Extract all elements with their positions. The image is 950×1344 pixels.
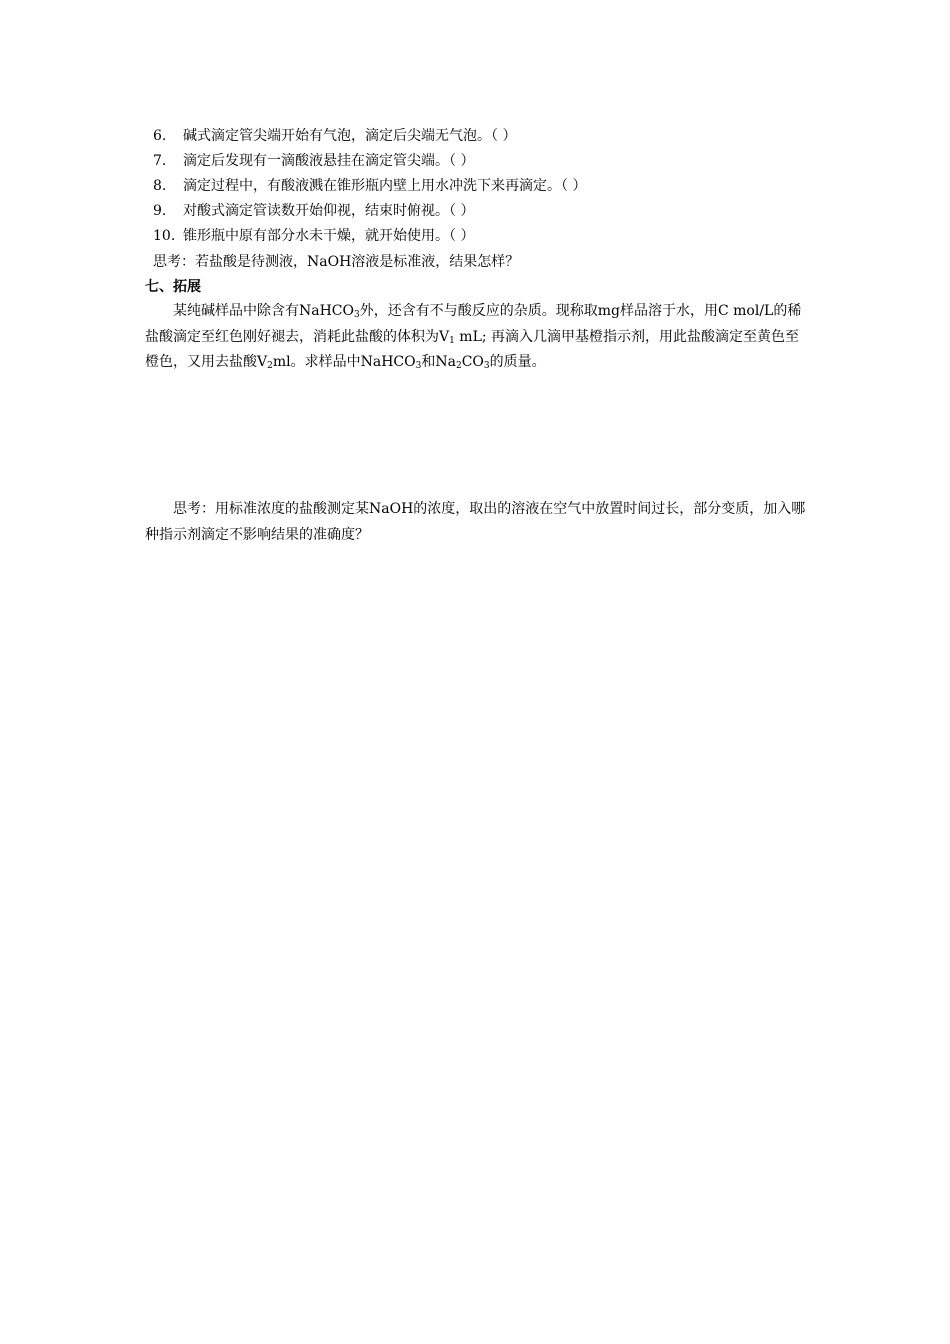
question-number: 10. (153, 228, 176, 244)
subscript: 2 (455, 361, 462, 371)
question-text: 对酸式滴定管读数开始仰视，结束时俯视。（ ） (183, 203, 475, 219)
problem-text: 的质量。 (489, 354, 546, 370)
subscript: 3 (354, 310, 360, 320)
think-question-2: 思考：用标准浓度的盐酸测定某NaOH的浓度，取出的溶液在空气中放置时间过长，部分变质，加入哪种指示剂滴定不影响结果的准确度？ (145, 501, 806, 543)
problem-text: CO (461, 354, 484, 370)
subscript: 3 (415, 361, 422, 371)
subscript: 1 (449, 335, 455, 346)
extension-problem (145, 299, 810, 376)
problem-text: 外，还含有不与酸反应的杂质。现称取mg样品溶于水，用C mol/L的稀盐酸滴定至红色刚好褪去，消耗此盐酸的体积为V (145, 303, 802, 345)
question-number: 7. (153, 153, 167, 169)
question-9 (153, 202, 474, 220)
question-text: 滴定后发现有一滴酸液悬挂在滴定管尖端。（ ） (183, 153, 475, 169)
question-text: 锥形瓶中原有部分水未干燥，就开始使用。（ ） (183, 228, 475, 244)
question-10 (153, 227, 474, 245)
think-question-1: 思考：若盐酸是待测液，NaOH溶液是标准液，结果怎样？ (153, 254, 520, 270)
question-8 (153, 177, 586, 195)
section-heading: 七、拓展 (145, 279, 201, 295)
question-number: 9. (153, 203, 167, 219)
problem-text: 某纯碱样品中除含有NaHCO (173, 303, 354, 319)
problem-text: mL; 再滴入几滴甲基橙指示剂，用此盐酸滴定至黄色至橙色，又用去盐酸V (145, 328, 800, 370)
question-6 (153, 127, 516, 145)
question-number: 6. (153, 128, 167, 144)
problem-text: ml。求样品中NaHCO (272, 354, 416, 370)
problem-text: 和Na (421, 354, 456, 370)
question-text: 碱式滴定管尖端开始有气泡，滴定后尖端无气泡。（ ） (183, 128, 517, 144)
subscript: 3 (483, 361, 490, 371)
question-number: 8. (153, 178, 167, 194)
question-7 (153, 152, 474, 170)
subscript: 2 (267, 361, 273, 371)
question-text: 滴定过程中，有酸液溅在锥形瓶内壁上用水冲洗下来再滴定。（ ） (183, 178, 587, 194)
